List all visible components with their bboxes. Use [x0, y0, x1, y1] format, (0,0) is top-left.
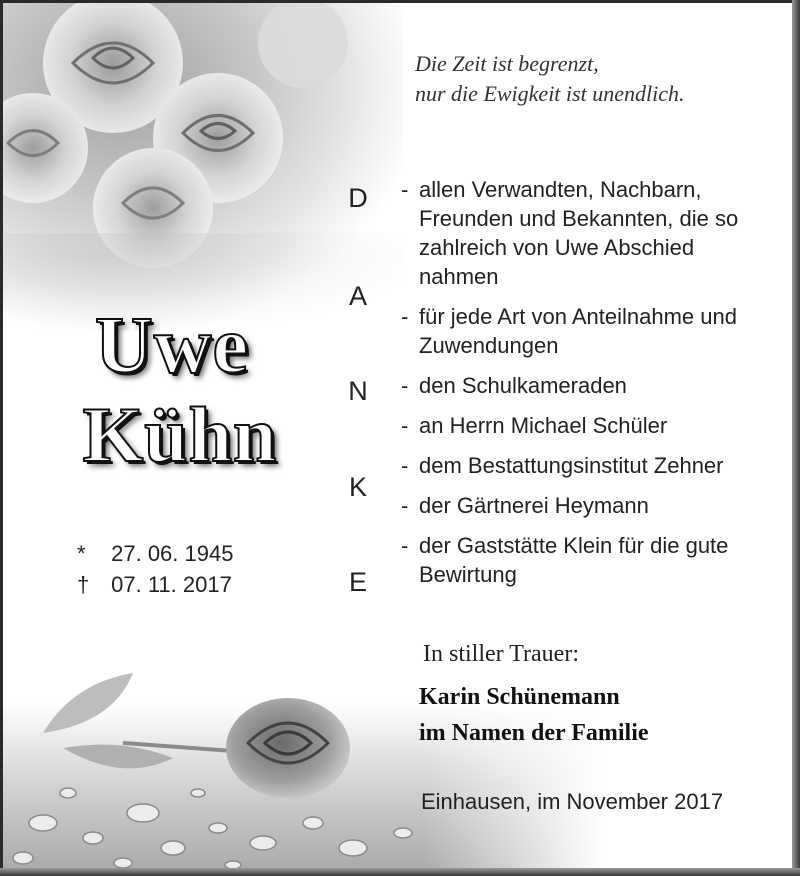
thanks-line: nahmen	[419, 264, 499, 289]
thanks-line: der Gärtnerei Heymann	[419, 493, 649, 518]
danke-letter-n: N	[348, 376, 368, 406]
quote	[415, 49, 684, 109]
thanks-line: zahlreich von Uwe Abschied	[419, 235, 695, 260]
list-dash: -	[401, 304, 409, 329]
thanks-line: Freunden und Bekannten, die so	[419, 206, 739, 231]
first-name: Uwe	[94, 302, 250, 390]
quote-line-1: Die Zeit ist begrenzt,	[415, 51, 599, 76]
thanks-line: Zuwendungen	[419, 333, 559, 358]
danke-letter-d: D	[348, 183, 368, 213]
thanks-item	[401, 531, 781, 589]
list-dash: -	[401, 373, 409, 398]
birth-row	[77, 538, 233, 569]
mourning-label: In stiller Trauer:	[423, 641, 579, 667]
thanks-item	[401, 491, 781, 520]
deceased-name	[47, 303, 307, 481]
thanks-line: den Schulkameraden	[419, 373, 627, 398]
thanks-line: dem Bestattungsinstitut Zehner	[419, 453, 724, 478]
list-dash: -	[401, 177, 409, 202]
death-date: 07. 11. 2017	[111, 572, 232, 597]
quote-line-2: nur die Ewigkeit ist unendlich.	[415, 81, 685, 106]
thanks-line: allen Verwandten, Nachbarn,	[419, 177, 702, 202]
thanks-item	[401, 411, 781, 440]
thanks-list	[401, 175, 781, 600]
signer-name: Karin Schünemann	[419, 684, 620, 710]
danke-letter-a: A	[348, 281, 367, 311]
signers	[419, 679, 649, 751]
place-date: Einhausen, im November 2017	[421, 789, 724, 814]
birth-star-icon: *	[77, 541, 86, 566]
thanks-line: der Gaststätte Klein für die gute	[419, 533, 729, 558]
thanks-item	[401, 451, 781, 480]
signer-family: im Namen der Familie	[419, 720, 649, 746]
thanks-line: für jede Art von Anteilnahme und	[419, 304, 737, 329]
single-rose-with-water-drops-image	[3, 643, 603, 876]
list-dash: -	[401, 413, 409, 438]
death-cross-icon: †	[77, 572, 90, 597]
death-row	[77, 569, 233, 600]
frame-shadow-bottom	[0, 868, 800, 876]
thanks-line: an Herrn Michael Schüler	[419, 413, 668, 438]
frame-shadow-right	[792, 0, 800, 876]
life-dates	[77, 538, 233, 600]
list-dash: -	[401, 493, 409, 518]
thanks-item	[401, 371, 781, 400]
thanks-line: Bewirtung	[419, 562, 517, 587]
list-dash: -	[401, 533, 409, 558]
list-dash: -	[401, 453, 409, 478]
last-name: Kühn	[82, 391, 278, 478]
thanks-item	[401, 175, 781, 291]
danke-letter-e: E	[348, 567, 367, 597]
birth-date: 27. 06. 1945	[111, 541, 234, 566]
thanks-item	[401, 302, 781, 360]
danke-letter-k: K	[348, 472, 367, 502]
